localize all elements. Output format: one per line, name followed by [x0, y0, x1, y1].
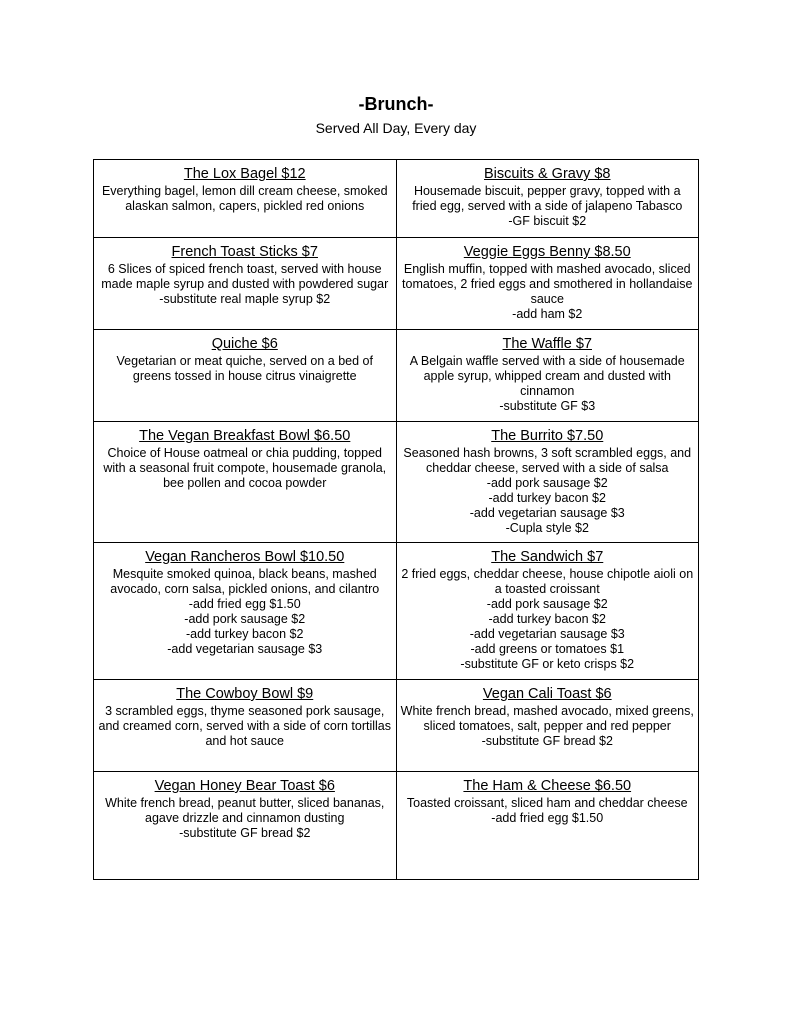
menu-row	[94, 543, 699, 680]
menu-item-name: The Vegan Breakfast Bowl $6.50	[139, 428, 351, 444]
menu-item-option: -substitute real maple syrup $2	[159, 292, 331, 306]
menu-item-description	[98, 704, 392, 749]
menu-item-description	[98, 446, 392, 491]
menu-item	[396, 772, 699, 880]
menu-item-description	[98, 184, 392, 214]
menu-item-name: The Cowboy Bowl $9	[176, 686, 314, 702]
menu-item-name: Biscuits & Gravy $8	[483, 166, 611, 182]
menu-item-description-text: 6 Slices of spiced french toast, served with house made maple syrup and dusted with powdered sugar	[101, 262, 389, 291]
menu-item-option: -substitute GF $3	[499, 399, 596, 413]
menu-item	[396, 160, 699, 238]
menu-item-description-text: Choice of House oatmeal or chia pudding, topped with a seasonal fruit compote, housemade granola, bee pollen and cocoa powder	[103, 446, 387, 490]
menu-row	[94, 160, 699, 238]
menu-item-description-text: A Belgain waffle served with a side of housemade apple syrup, whipped cream and dusted with cinnamon	[409, 354, 685, 398]
menu-item-option: -add vegetarian sausage $3	[469, 627, 625, 641]
menu-item-option: -add fried egg $1.50	[188, 597, 301, 611]
menu-item-option: -add pork sausage $2	[184, 612, 306, 626]
menu-item-option: -add turkey bacon $2	[488, 491, 606, 505]
menu-item-description-text: Everything bagel, lemon dill cream cheese, smoked alaskan salmon, capers, pickled red onions	[101, 184, 388, 213]
menu-item-option: -add turkey bacon $2	[186, 627, 304, 641]
menu-table	[93, 159, 699, 880]
menu-item-option: -add pork sausage $2	[486, 597, 608, 611]
menu-item-name: Quiche $6	[211, 336, 278, 352]
menu-item	[94, 330, 397, 422]
menu-item-name: The Sandwich $7	[491, 549, 604, 565]
menu-item-description	[401, 796, 695, 826]
menu-item	[94, 238, 397, 330]
menu-item-description-text: 3 scrambled eggs, thyme seasoned pork sausage, and creamed corn, served with a side of corn tortillas and hot sauce	[98, 704, 391, 748]
menu-item-description-text: 2 fried eggs, cheddar cheese, house chipotle aioli on a toasted croissant	[401, 567, 694, 596]
menu-item-description-text: Seasoned hash browns, 3 soft scrambled eggs, and cheddar cheese, served with a side of salsa	[403, 446, 692, 475]
menu-item	[396, 543, 699, 680]
menu-item-option: -substitute GF bread $2	[179, 826, 311, 840]
menu-row	[94, 772, 699, 880]
menu-item-option: -substitute GF bread $2	[481, 734, 613, 748]
menu-item-description-text: Toasted croissant, sliced ham and cheddar cheese	[406, 796, 688, 810]
menu-item	[396, 330, 699, 422]
menu-item-description	[401, 262, 695, 322]
menu-item-description	[98, 796, 392, 841]
menu-item-description-text: White french bread, mashed avocado, mixed greens, sliced tomatoes, salt, pepper and red pepper	[400, 704, 694, 733]
menu-item-description-text: Mesquite smoked quinoa, black beans, mashed avocado, corn salsa, pickled onions, and cilantro	[110, 567, 380, 596]
menu-item-description	[401, 567, 695, 672]
menu-row	[94, 680, 699, 772]
menu-item	[396, 422, 699, 543]
menu-item-option: -add pork sausage $2	[486, 476, 608, 490]
menu-item	[94, 160, 397, 238]
menu-item-description-text: Housemade biscuit, pepper gravy, topped with a fried egg, served with a side of jalapeno Tabasco	[412, 184, 683, 213]
menu-item-description	[98, 567, 392, 657]
menu-item-name: The Waffle $7	[502, 336, 592, 352]
menu-item	[94, 680, 397, 772]
menu-item-option: -GF biscuit $2	[508, 214, 587, 228]
menu-item-description-text: White french bread, peanut butter, sliced bananas, agave drizzle and cinnamon dusting	[105, 796, 385, 825]
menu-item	[396, 680, 699, 772]
menu-item-description	[401, 446, 695, 536]
menu-subtitle: Served All Day, Every day	[315, 120, 477, 136]
menu-title: -Brunch-	[358, 94, 434, 114]
menu-row	[94, 330, 699, 422]
menu-item-option: -add greens or tomatoes $1	[470, 642, 625, 656]
menu-item-name: The Burrito $7.50	[491, 428, 604, 444]
menu-item-description	[98, 354, 392, 384]
menu-item-name: Vegan Cali Toast $6	[482, 686, 612, 702]
menu-item-option: -add vegetarian sausage $3	[167, 642, 323, 656]
menu-item-option: -substitute GF or keto crisps $2	[460, 657, 635, 671]
menu-item	[94, 543, 397, 680]
menu-item-option: -add ham $2	[512, 307, 583, 321]
menu-item-name: French Toast Sticks $7	[171, 244, 318, 260]
menu-item-name: The Lox Bagel $12	[183, 166, 306, 182]
menu-item-description-text: English muffin, topped with mashed avocado, sliced tomatoes, 2 fried eggs and smothered in hollandaise sauce	[402, 262, 693, 306]
menu-item-description-text: Vegetarian or meat quiche, served on a bed of greens tossed in house citrus vinaigrette	[116, 354, 373, 383]
menu-row	[94, 238, 699, 330]
menu-item-name: Vegan Rancheros Bowl $10.50	[145, 549, 345, 565]
menu-item-option: -add fried egg $1.50	[491, 811, 604, 825]
menu-item-name: The Ham & Cheese $6.50	[463, 778, 632, 794]
menu-item-name: Vegan Honey Bear Toast $6	[154, 778, 335, 794]
menu-item-description	[401, 704, 695, 749]
menu-item-description	[401, 354, 695, 414]
menu-item-option: -add vegetarian sausage $3	[469, 506, 625, 520]
menu-item-description	[98, 262, 392, 307]
menu-item-name: Veggie Eggs Benny $8.50	[463, 244, 631, 260]
menu-row	[94, 422, 699, 543]
menu-table-body	[94, 160, 699, 880]
menu-item	[94, 772, 397, 880]
menu-item	[94, 422, 397, 543]
menu-item-option: -Cupla style $2	[505, 521, 589, 535]
menu-item	[396, 238, 699, 330]
menu-item-description	[401, 184, 695, 229]
menu-item-option: -add turkey bacon $2	[488, 612, 606, 626]
